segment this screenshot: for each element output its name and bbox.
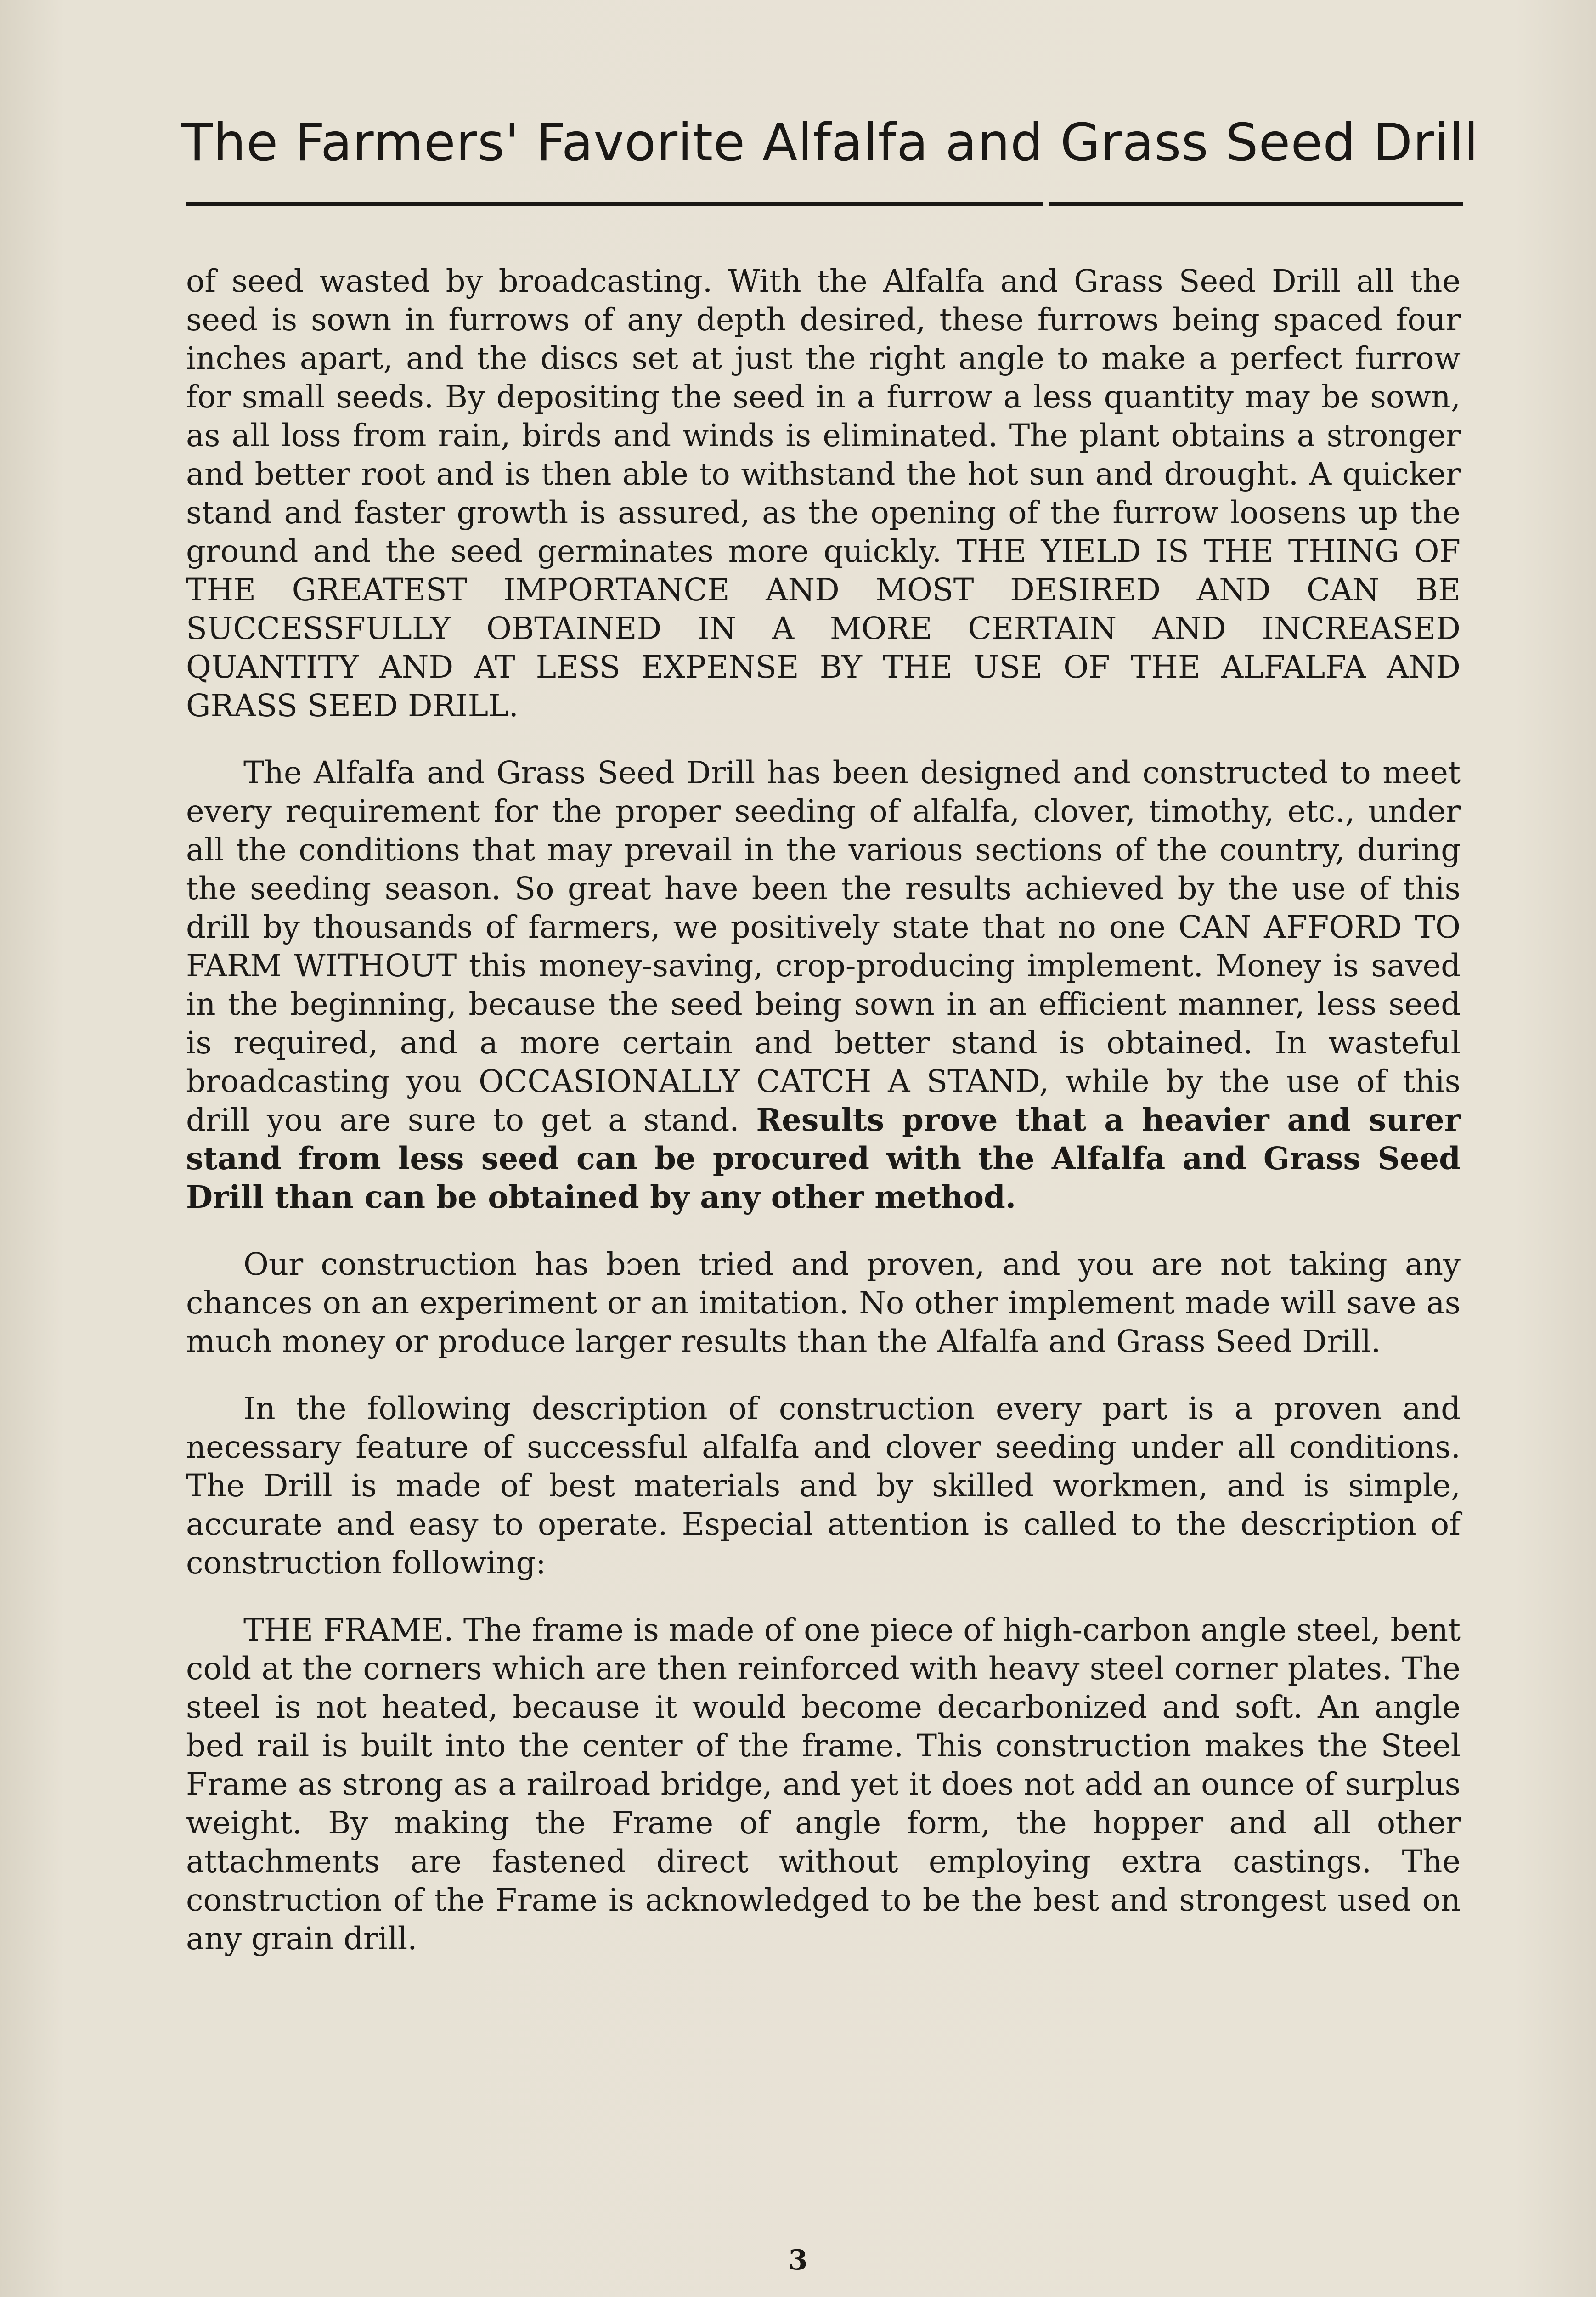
paragraph-2-text: The Alfalfa and Grass Seed Drill has been designed and constructed to meet every requirement for the proper seeding of alfalfa, clover, timothy, etc., under all the conditions that may prevail in the various sections of the country, during the seeding season. So great have been the results achieved by the use of this drill by thousands of farmers, we positively state that no one CAN AFFORD TO FARM WITHOUT this money-saving, crop-producing implement. Money is saved in the beginning, because the seed being sown in an efficient manner, less seed is required, and a more certain and better stand is obtained. In wasteful broadcasting you OCCASIONALLY CATCH A STAND, while by the use of this drill you are sure to get a stand. (186, 755, 1461, 1138)
header-rule-left (186, 202, 1043, 206)
paragraph-3-text: Our construction has bɔen tried and proven, and you are not taking any chances on an experiment or an imitation. No other implement made will save as much money or produce larger results than the Alfalfa and Grass Seed Drill. (186, 1246, 1461, 1359)
body-text (186, 262, 1461, 1986)
running-header-title: The Farmers' Favorite Alfalfa and Grass Seed Drill (181, 113, 1479, 173)
paragraph-4-text: In the following description of construction every part is a proven and necessary feature of successful alfalfa and clover seeding under all conditions. The Drill is made of best materials and by skilled workmen, and is simple, accurate and easy to operate. Especial attention is called to the description of construction following: (186, 1391, 1461, 1581)
paragraph-2 (186, 753, 1461, 1216)
paragraph-4 (186, 1389, 1461, 1582)
paragraph-5-text: The frame is made of one piece of high-carbon angle steel, bent cold at the corners which are then reinforced with heavy steel corner plates. The steel is not heated, because it would become decarbonized and soft. An angle bed rail is built into the center of the frame. This construction makes the Steel Frame as strong as a railroad bridge, and yet it does not add an ounce of surplus weight. By making the Frame of angle form, the hopper and all other attachments are fastened direct without employing extra castings. The construction of the Frame is acknowledged to be the best and strongest used on any grain drill. (186, 1612, 1461, 1957)
paragraph-5-heading: THE FRAME. (243, 1612, 454, 1648)
paragraph-1 (186, 262, 1461, 725)
header-rule-right (1049, 202, 1463, 206)
paragraph-1-text: of seed wasted by broadcasting. With the Alfalfa and Grass Seed Drill all the seed is sown in furrows of any depth desired, these furrows being spaced four inches apart, and the discs set at just the right angle to make a perfect furrow for small seeds. By depositing the seed in a furrow a less quantity may be sown, as all loss from rain, birds and winds is eliminated. The plant obtains a stronger and better root and is then able to withstand the hot sun and drought. A quicker stand and faster growth is assured, as the opening of the furrow loosens up the ground and the seed germinates more quickly. (186, 263, 1461, 569)
page-number: 3 (788, 2244, 808, 2276)
paragraph-1-caps: THE YIELD IS THE THING OF THE GREATEST IMPORTANCE AND MOST DESIRED AND CAN BE SUCCESSFULLY OBTAINED IN A MORE CERTAIN AND INCREASED QUANTITY AND AT LESS EXPENSE BY THE USE OF THE ALFALFA AND GRASS SEED DRILL. (186, 533, 1461, 724)
paragraph-5 (186, 1611, 1461, 1958)
paragraph-2-bold: Results prove that a heavier and surer stand from less seed can be procured with the Alfalfa and Grass Seed Drill than can be obtained by any other method. (186, 1102, 1461, 1215)
paragraph-3 (186, 1245, 1461, 1361)
